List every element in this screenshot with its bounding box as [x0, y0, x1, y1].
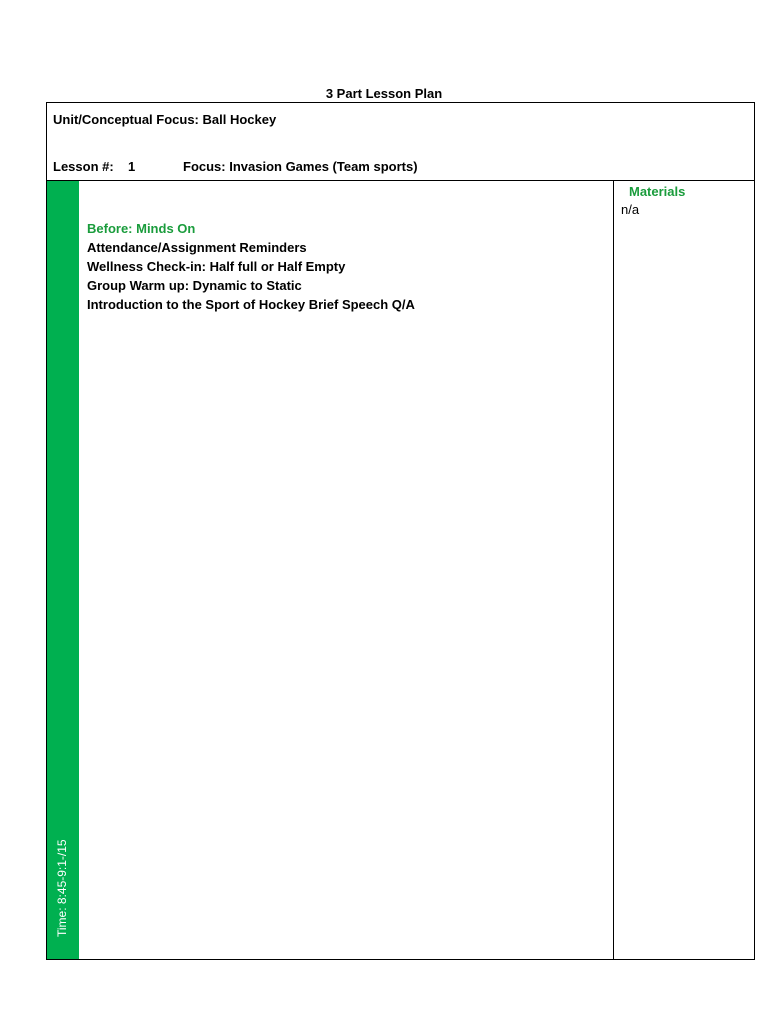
list-item: Group Warm up: Dynamic to Static	[87, 278, 302, 293]
column-divider	[613, 181, 614, 959]
unit-focus: Unit/Conceptual Focus: Ball Hockey	[53, 112, 277, 127]
materials-heading: Materials	[629, 184, 686, 199]
time-strip	[47, 181, 79, 959]
page-title: 3 Part Lesson Plan	[325, 86, 443, 101]
lesson-info-row	[53, 159, 418, 174]
lesson-header	[46, 102, 755, 181]
list-item: Introduction to the Sport of Hockey Brief Speech Q/A	[87, 297, 415, 312]
list-item: Wellness Check-in: Half full or Half Empty	[87, 259, 346, 274]
lesson-focus: Focus: Invasion Games (Team sports)	[183, 159, 418, 174]
materials-value: n/a	[621, 202, 640, 217]
lesson-section	[46, 181, 755, 960]
lesson-number-label: Lesson #:	[53, 159, 114, 174]
time-label: Time: 8:45-9:1-/15	[55, 839, 69, 937]
section-heading: Before: Minds On	[87, 221, 196, 236]
materials-column	[621, 183, 751, 219]
list-item: Attendance/Assignment Reminders	[87, 240, 307, 255]
lesson-number: 1	[128, 159, 136, 174]
section-content	[87, 219, 415, 314]
